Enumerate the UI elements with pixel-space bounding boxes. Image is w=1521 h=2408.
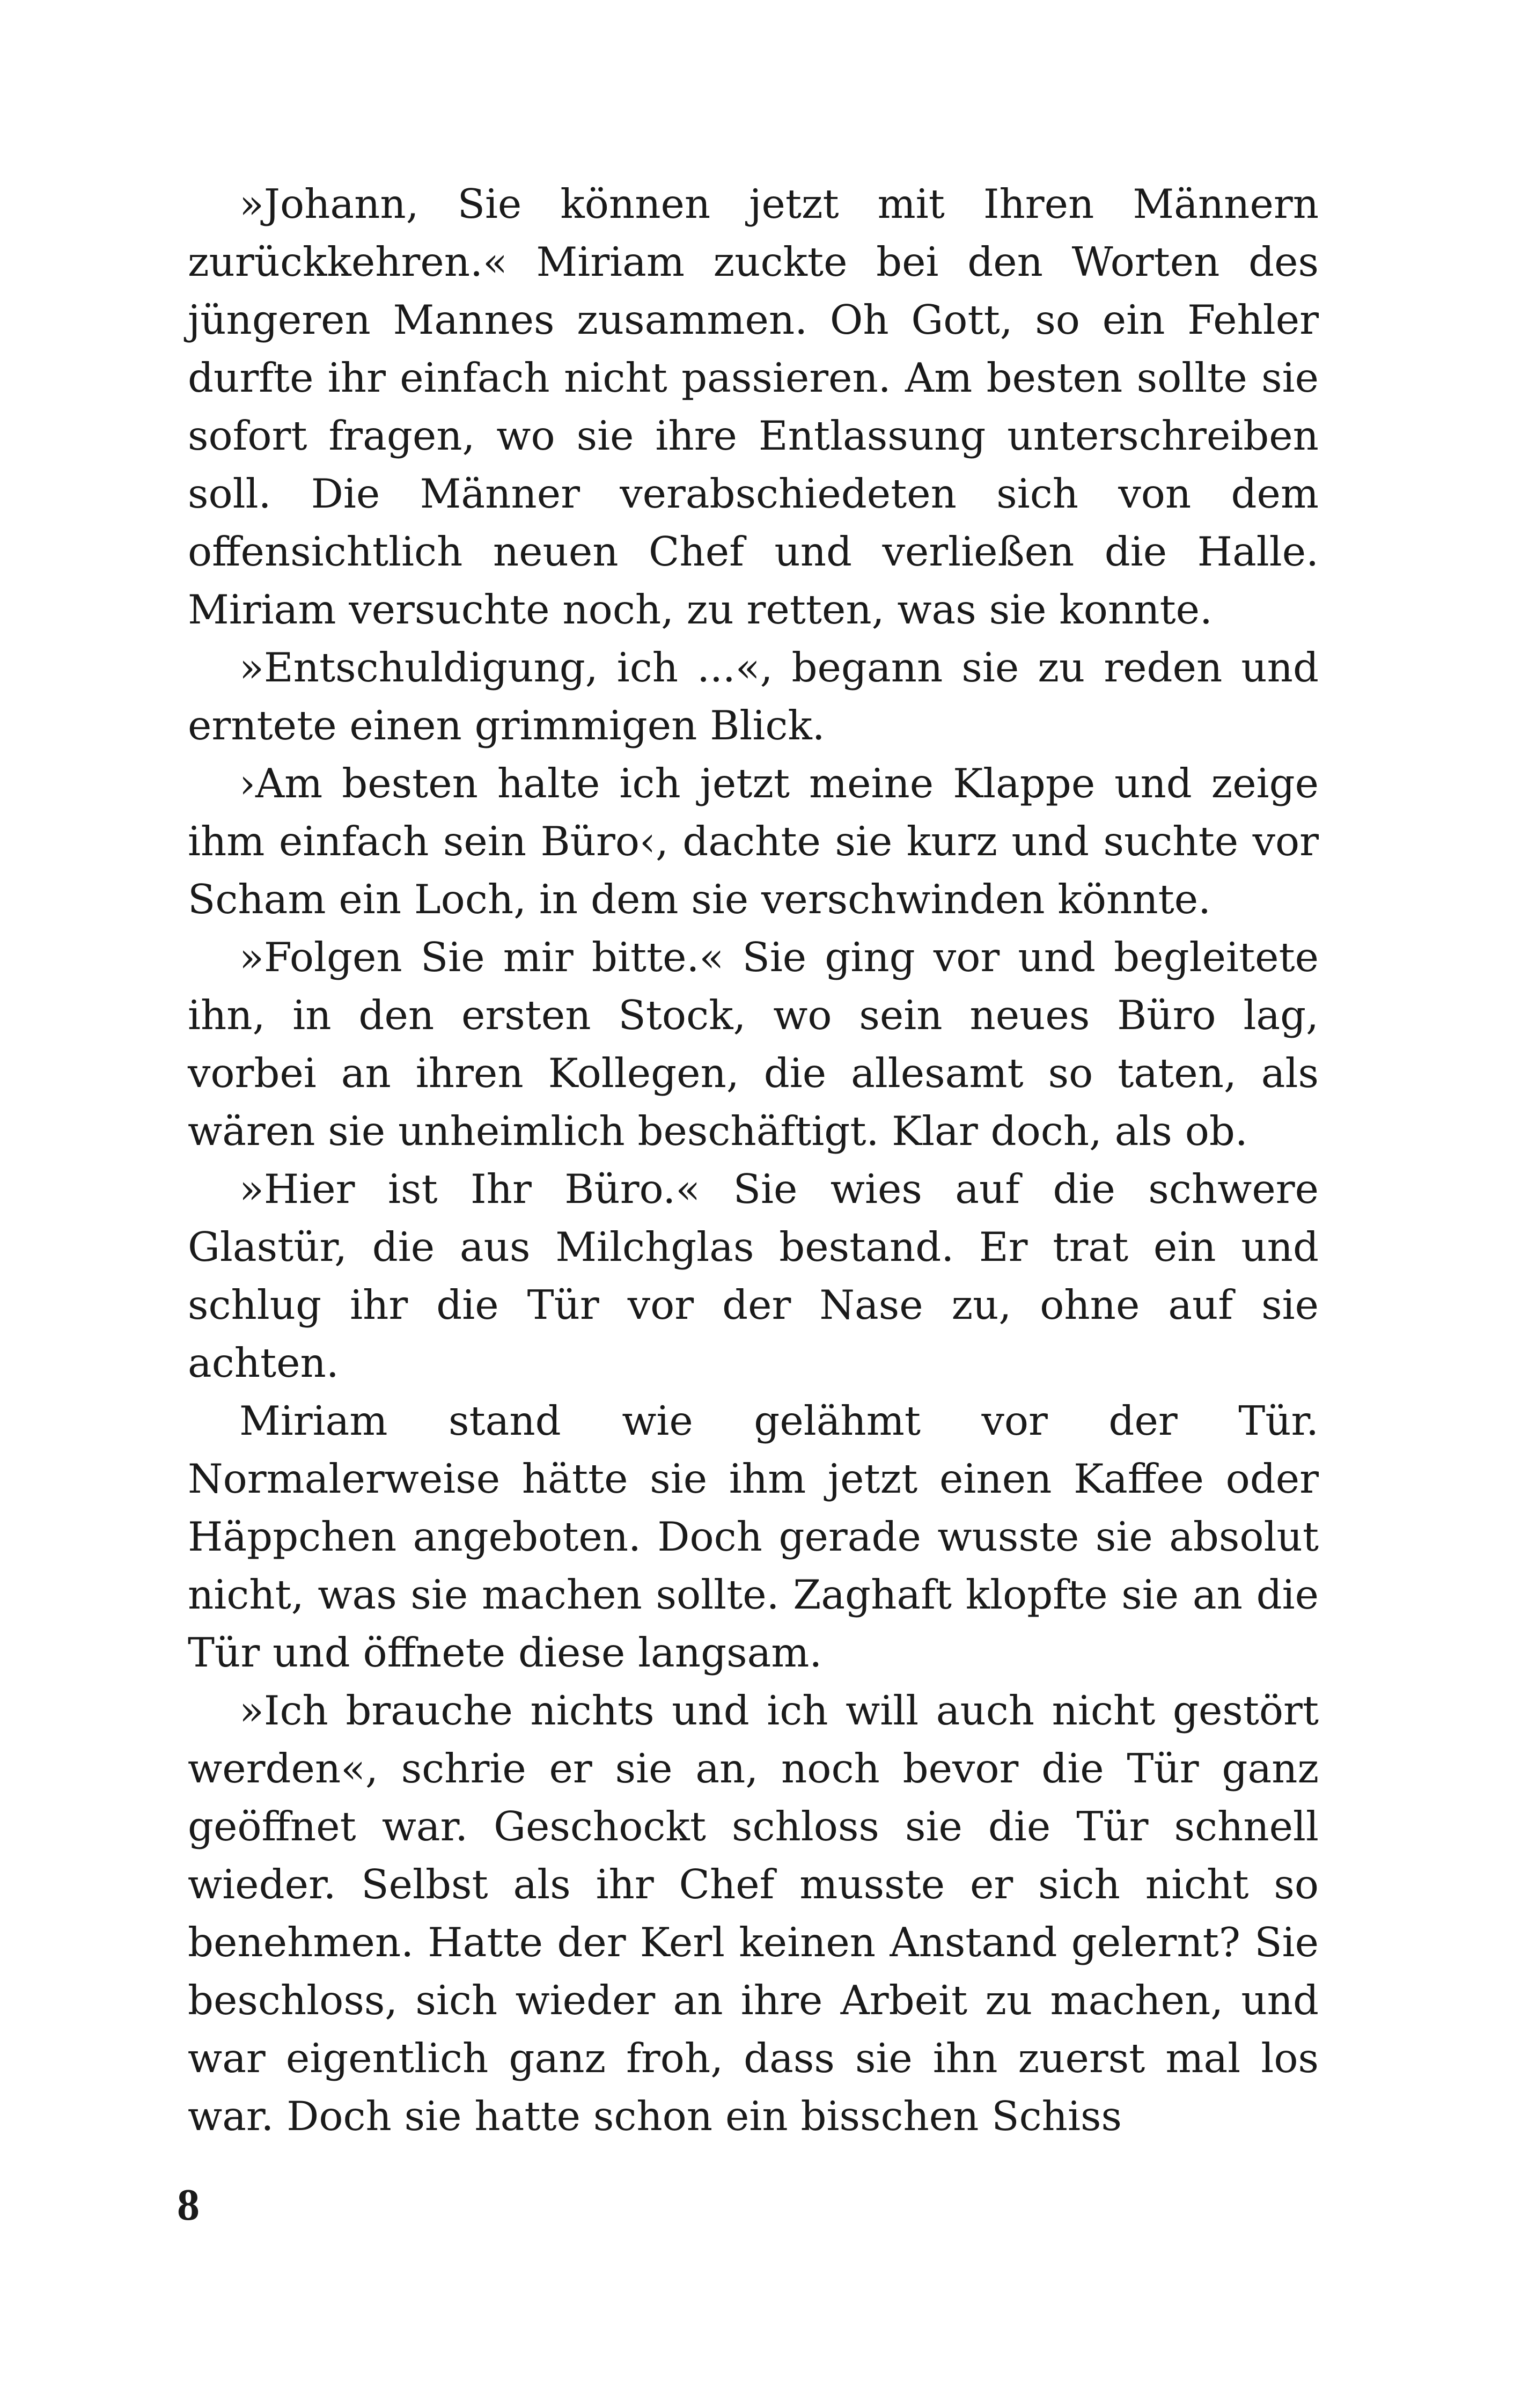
- paragraph-3: ›Am besten halte ich jetzt meine Klappe und zeige ihm einfach sein Büro‹, dachte sie kurz und suchte vor Scham ein Loch, in dem sie verschwinden könnte.: [188, 760, 1319, 923]
- paragraph-4: »Folgen Sie mir bitte.« Sie ging vor und begleitete ihn, in den ersten Stock, wo sein neues Büro lag, vorbei an ihren Kollegen, die allesamt so taten, als wären sie unheimlich beschäftigt. Klar doch, als ob.: [188, 934, 1319, 1155]
- paragraph-2: »Entschuldigung, ich ...«, begann sie zu reden und erntete einen grimmigen Blick.: [188, 644, 1319, 749]
- body-text: [188, 175, 1319, 2145]
- paragraph-6: Miriam stand wie gelähmt vor der Tür. Normalerweise hätte sie ihm jetzt einen Kaffee oder Häppchen angeboten. Doch gerade wusste sie absolut nicht, was sie machen sollte. Zaghaft klopfte sie an die Tür und öffnete diese langsam.: [188, 1397, 1319, 1676]
- paragraph-7: »Ich brauche nichts und ich will auch nicht gestört werden«, schrie er sie an, noch bevor die Tür ganz geöffnet war. Geschockt schloss sie die Tür schnell wieder. Selbst als ihr Chef musste er sich nicht so benehmen. Hatte der Kerl keinen Anstand gelernt? Sie beschloss, sich wieder an ihre Arbeit zu machen, und war eigentlich ganz froh, dass sie ihn zuerst mal los war. Doch sie hatte schon ein bisschen Schiss: [188, 1687, 1319, 2140]
- paragraph-1: »Johann, Sie können jetzt mit Ihren Männern zurückkehren.« Miriam zuckte bei den Worten des jüngeren Mannes zusammen. Oh Gott, so ein Fehler durfte ihr einfach nicht passieren. Am besten sollte sie sofort fragen, wo sie ihre Entlassung unterschreiben soll. Die Männer verabschiedeten sich von dem offensichtlich neuen Chef und verließen die Halle. Miriam versuchte noch, zu retten, was sie konnte.: [188, 180, 1319, 633]
- page-number: 8: [177, 2180, 200, 2230]
- paragraph-5: »Hier ist Ihr Büro.« Sie wies auf die schwere Glastür, die aus Milchglas bestand. Er trat ein und schlug ihr die Tür vor der Nase zu, ohne auf sie achten.: [188, 1165, 1319, 1386]
